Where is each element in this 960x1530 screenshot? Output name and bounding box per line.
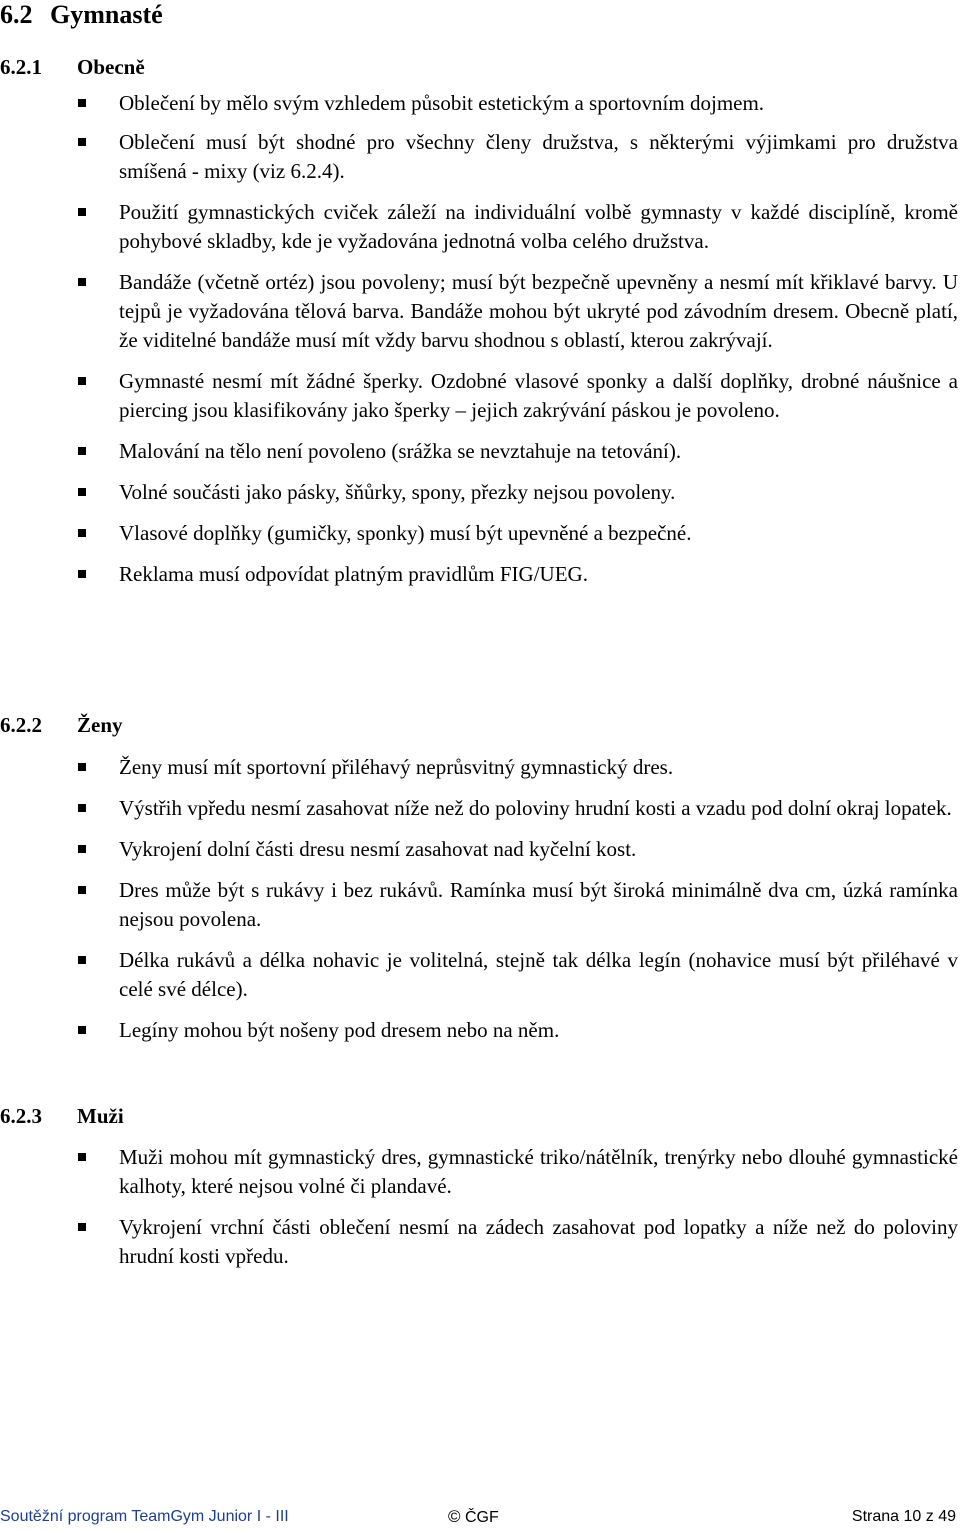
list-item-text: Dres může být s rukávy i bez rukávů. Ramínka musí být široká minimálně dva cm, úzká ramínka nejsou povolena. [119, 878, 958, 931]
list-item-text: Malování na tělo není povoleno (srážka se nevztahuje na tetování). [119, 439, 682, 463]
list-item [0, 1016, 960, 1045]
subsection-title: Muži [77, 1104, 124, 1128]
subsection-number: 6.2.2 [0, 713, 42, 737]
list-item [0, 268, 960, 355]
list-item-text: Ženy musí mít sportovní přiléhavý neprůsvitný gymnastický dres. [119, 755, 674, 779]
list-item [0, 367, 960, 425]
square-bullet-icon [78, 377, 86, 385]
list-item-text: Oblečení musí být shodné pro všechny členy družstva, s některými výjimkami pro družstva smíšená - mixy (viz 6.2.4). [119, 130, 958, 183]
list-item-text: Legíny mohou být nošeny pod dresem nebo na něm. [119, 1018, 560, 1042]
square-bullet-icon [78, 208, 86, 216]
list-item [0, 835, 960, 864]
footer-document-title: Soutěžní program TeamGym Junior I - III [0, 1508, 289, 1525]
list-item-text: Výstřih vpředu nesmí zasahovat níže než do poloviny hrudní kosti a vzadu pod dolní okraj lopatek. [119, 796, 952, 820]
list-item [0, 198, 960, 256]
square-bullet-icon [78, 804, 86, 812]
subsection-heading-obecne [0, 54, 145, 80]
list-item [0, 437, 960, 466]
list-item-text: Vlasové doplňky (gumičky, sponky) musí být upevněné a bezpečné. [119, 521, 692, 545]
list-item [0, 1143, 960, 1201]
footer-page-number: Strana 10 z 49 [851, 1508, 956, 1525]
list-item [0, 519, 960, 548]
footer-organization: ČGF [464, 1509, 499, 1526]
list-item-text: Použití gymnastických cviček záleží na individuální volbě gymnasty v každé disciplíně, kromě pohybové skladby, kde je vyžadována jednotná volba celého družstva. [119, 200, 958, 253]
square-bullet-icon [78, 278, 86, 286]
bullet-list-zeny [0, 753, 960, 1045]
list-item-text: Délka rukávů a délka nohavic je volitelná, stejně tak délka legín (nohavice musí být přiléhavé v celé své délce). [119, 948, 958, 1001]
square-bullet-icon [78, 886, 86, 894]
subsection-heading-muzi [0, 1103, 124, 1129]
section-title: Gymnasté [50, 0, 163, 29]
list-item [0, 876, 960, 934]
list-item [0, 89, 960, 118]
list-item [0, 1213, 960, 1271]
bullet-list-obecne [0, 89, 960, 589]
list-item-text: Oblečení by mělo svým vzhledem působit estetickým a sportovním dojmem. [119, 91, 765, 115]
list-item-text: Muži mohou mít gymnastický dres, gymnastické triko/nátělník, trenýrky nebo dlouhé gymnastické kalhoty, které nejsou volné či plandavé. [119, 1145, 958, 1198]
list-item [0, 478, 960, 507]
square-bullet-icon [78, 956, 86, 964]
square-bullet-icon [78, 570, 86, 578]
list-item [0, 753, 960, 782]
square-bullet-icon [78, 488, 86, 496]
list-item-text: Vykrojení dolní části dresu nesmí zasahovat nad kyčelní kost. [119, 837, 637, 861]
list-item [0, 128, 960, 186]
list-item-text: Reklama musí odpovídat platným pravidlům FIG/UEG. [119, 562, 588, 586]
section-heading [0, 0, 163, 30]
square-bullet-icon [78, 99, 86, 107]
subsection-title: Ženy [77, 713, 123, 737]
square-bullet-icon [78, 845, 86, 853]
list-item-text: Bandáže (včetně ortéz) jsou povoleny; musí být bezpečně upevněny a nesmí mít křiklavé barvy. U tejpů je vyžadována tělová barva. Bandáže mohou být ukryté pod závodním dresem. Obecně platí, že viditelné bandáže musí mít vždy barvu shodnou s oblastí, kterou zakrývají. [119, 270, 958, 352]
page-footer [0, 1505, 956, 1529]
list-item-text: Gymnasté nesmí mít žádné šperky. Ozdobné vlasové sponky a další doplňky, drobné náušnice a piercing jsou klasifikovány jako šperky – jejich zakrývání páskou je povoleno. [119, 369, 958, 422]
square-bullet-icon [78, 447, 86, 455]
square-bullet-icon [78, 1153, 86, 1161]
square-bullet-icon [78, 763, 86, 771]
square-bullet-icon [78, 1223, 86, 1231]
list-item [0, 560, 960, 589]
list-item-text: Volné součásti jako pásky, šňůrky, spony, přezky nejsou povoleny. [119, 480, 676, 504]
subsection-number: 6.2.1 [0, 55, 42, 79]
subsection-title: Obecně [77, 55, 145, 79]
square-bullet-icon [78, 138, 86, 146]
list-item [0, 946, 960, 1004]
square-bullet-icon [78, 529, 86, 537]
footer-copyright [448, 1505, 499, 1530]
section-number: 6.2 [0, 0, 33, 29]
square-bullet-icon [78, 1026, 86, 1034]
bullet-list-muzi [0, 1143, 960, 1271]
copyright-icon: © [448, 1507, 461, 1526]
subsection-heading-zeny [0, 712, 123, 738]
list-item [0, 794, 960, 823]
list-item-text: Vykrojení vrchní části oblečení nesmí na zádech zasahovat pod lopatky a níže než do poloviny hrudní kosti vpředu. [119, 1215, 958, 1268]
subsection-number: 6.2.3 [0, 1104, 42, 1128]
